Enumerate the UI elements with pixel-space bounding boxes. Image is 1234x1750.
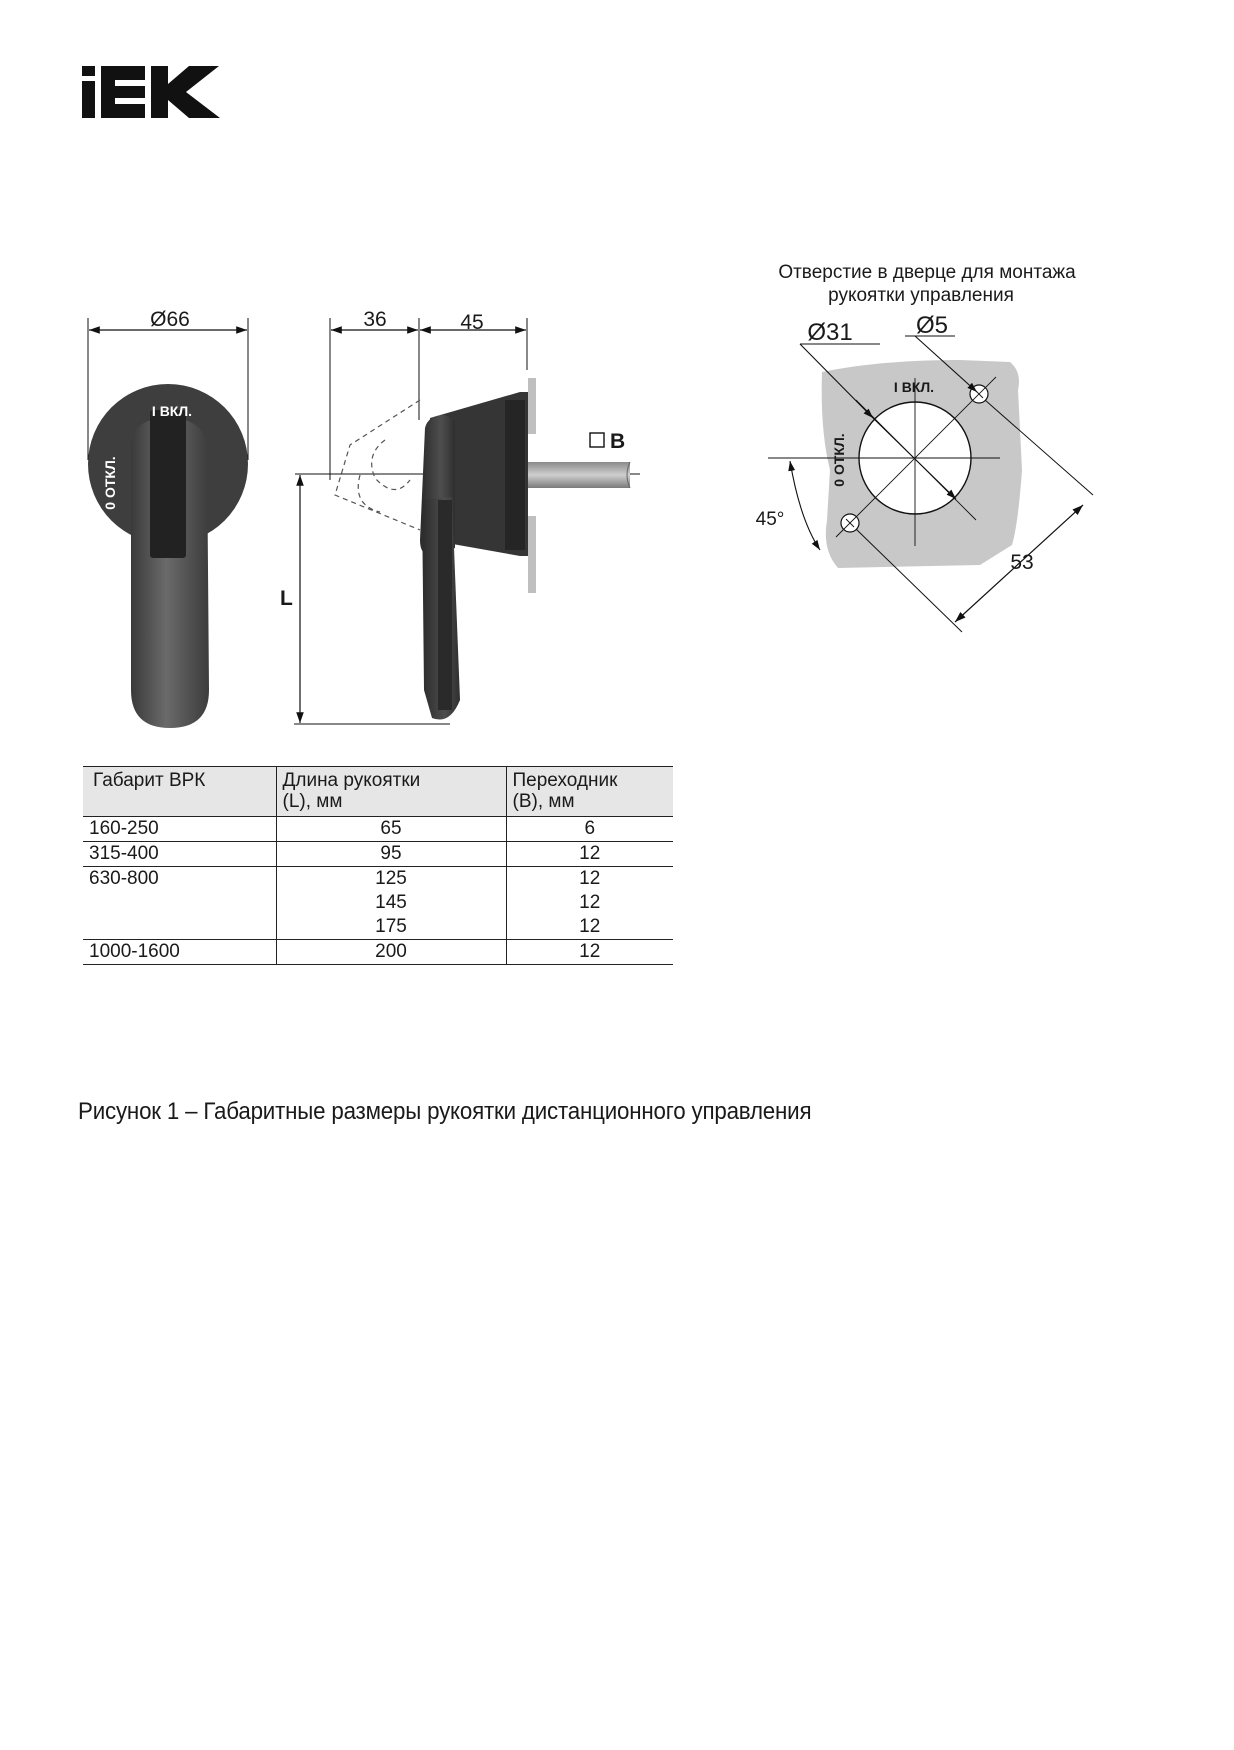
cell-length: 65	[276, 817, 506, 842]
table-row	[83, 842, 673, 867]
header-size-line1: Габарит ВРК	[93, 770, 206, 791]
figure-caption: Рисунок 1 – Габаритные размеры рукоятки дистанционного управления	[78, 1098, 812, 1125]
header-length-line2: (L), мм	[282, 791, 343, 812]
cell-length-value: 145	[375, 892, 407, 913]
distance-53-label: 53	[1010, 551, 1034, 574]
cell-length: 95	[276, 842, 506, 867]
cell-size: 630-800	[83, 867, 276, 940]
cell-length-value: 125	[375, 868, 407, 889]
cell-size: 315-400	[83, 842, 276, 867]
length-l-label: L	[280, 587, 293, 610]
table-row	[83, 940, 673, 965]
technical-drawing	[0, 0, 1234, 760]
handle-front-view	[88, 308, 248, 728]
cell-adapter-multi	[506, 867, 673, 940]
header-size	[83, 767, 276, 817]
front-off-label: 0 ОТКЛ.	[102, 456, 118, 510]
cell-size: 160-250	[83, 817, 276, 842]
diameter-66-label: Ø66	[150, 308, 190, 331]
big-hole-label: Ø31	[807, 319, 853, 346]
header-adapter-line2: (B), мм	[512, 791, 575, 812]
cell-length: 200	[276, 940, 506, 965]
cutout-title-line1: Отверстие в дверце для монтажа	[778, 262, 1076, 283]
dim-36-label: 36	[363, 308, 387, 331]
cutout-on-label: I ВКЛ.	[893, 379, 935, 395]
cell-length-value: 175	[375, 916, 407, 937]
small-hole-label: Ø5	[915, 312, 949, 339]
cutout-title-line2: рукоятки управления	[828, 285, 1014, 306]
table-header-row	[83, 767, 673, 817]
angle-45-label: 45°	[755, 509, 785, 530]
header-length	[276, 767, 506, 817]
cell-adapter: 6	[506, 817, 673, 842]
dim-45-label: 45	[460, 311, 484, 334]
header-adapter-line1: Переходник	[512, 770, 618, 791]
table-row	[83, 867, 673, 940]
cutout-off-label: 0 ОТКЛ.	[831, 433, 847, 487]
cell-size: 1000-1600	[83, 940, 276, 965]
cell-adapter-value: 12	[579, 892, 601, 913]
table-row	[83, 817, 673, 842]
door-cutout-view	[756, 262, 1093, 632]
front-on-label: I ВКЛ.	[151, 403, 193, 419]
header-length-line1: Длина рукоятки	[282, 770, 421, 791]
handle-side-view	[280, 308, 640, 724]
adapter-b-label: B	[610, 430, 626, 453]
cell-adapter: 12	[506, 842, 673, 867]
cell-adapter: 12	[506, 940, 673, 965]
cell-adapter-value: 12	[579, 916, 601, 937]
spec-table	[83, 766, 673, 965]
cell-length-multi	[276, 867, 506, 940]
cell-adapter-value: 12	[579, 868, 601, 889]
header-adapter	[506, 767, 673, 817]
